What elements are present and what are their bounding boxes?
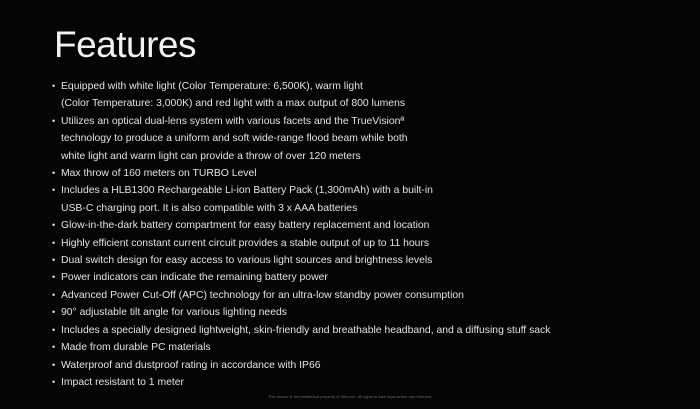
list-item xyxy=(52,339,692,356)
list-item xyxy=(52,217,692,234)
list-item-text: • 90° adjustable tilt angle for various lighting needs xyxy=(61,307,287,319)
list-item-text: • Power indicators can indicate the remaining battery power xyxy=(61,272,328,284)
list-item-text: • Utilizes an optical dual-lens system with various facets and the TrueVisionª xyxy=(61,115,405,127)
list-item-text: • Waterproof and dustproof rating in accordance with IP66 xyxy=(61,359,321,371)
features-list xyxy=(52,78,692,391)
list-item-text: (Color Temperature: 3,000K) and red light with a max output of 800 lumens xyxy=(61,98,406,110)
list-item xyxy=(52,322,692,339)
copyright-notice: This picture is the intellectual property of Nitecore. All rights to take legal action are reserved. xyxy=(267,394,433,399)
list-item xyxy=(52,269,692,286)
list-item xyxy=(52,165,692,182)
list-item-text: • Max throw of 160 meters on TURBO Level xyxy=(61,168,257,180)
list-item-text: white light and warm light can provide a throw of over 120 meters xyxy=(61,150,361,162)
list-item xyxy=(52,287,692,304)
list-item-text: technology to produce a uniform and soft wide-range flood beam while both xyxy=(61,133,408,145)
list-item xyxy=(52,374,692,391)
list-item-text: • Includes a specially designed lightweight, skin-friendly and breathable headband, and a diffusing stuff sack xyxy=(61,324,551,336)
list-item-text: • Made from durable PC materials xyxy=(61,342,211,354)
list-item xyxy=(52,357,692,374)
list-item-text: USB-C charging port. It is also compatible with 3 x AAA batteries xyxy=(61,202,358,214)
list-item-text: • Dual switch design for easy access to various light sources and brightness levels xyxy=(61,255,433,267)
list-item xyxy=(52,304,692,321)
list-item xyxy=(52,78,692,113)
list-item-text: • Equipped with white light (Color Temperature: 6,500K), warm light xyxy=(61,81,363,92)
list-item-text: • Impact resistant to 1 meter xyxy=(61,376,185,388)
list-item xyxy=(52,182,692,217)
list-item-text: • Includes a HLB1300 Rechargeable Li-ion Battery Pack (1,300mAh) with a built-in xyxy=(61,185,433,197)
list-item-text: • Glow-in-the-dark battery compartment for easy battery replacement and location xyxy=(61,220,430,232)
list-item-text: • Highly efficient constant current circuit provides a stable output of up to 11 hours xyxy=(61,237,430,249)
list-item xyxy=(52,252,692,269)
list-item xyxy=(52,235,692,252)
list-item xyxy=(52,113,692,165)
list-item-text: • Advanced Power Cut-Off (APC) technology for an ultra-low standby power consumption xyxy=(61,289,464,301)
page-title: Features xyxy=(54,24,197,65)
